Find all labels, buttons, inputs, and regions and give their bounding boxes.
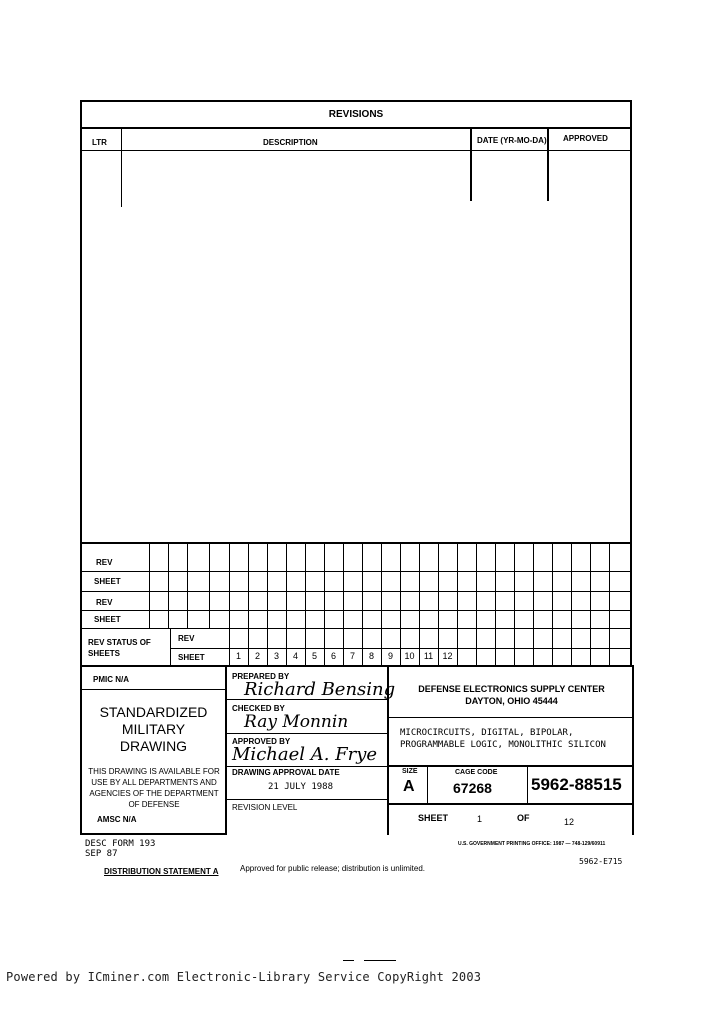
sheet-label: SHEET	[94, 577, 121, 586]
availability-note: THIS DRAWING IS AVAILABLE FOR USE BY ALL DEPARTMENTS AND AGENCIES OF THE DEPARTMENT OF DEFENSE	[88, 767, 220, 809]
drawing-description: MICROCIRCUITS, DIGITAL, BIPOLAR, PROGRAMMABLE LOGIC, MONOLITHIC SILICON	[400, 728, 606, 750]
cage-code-label: CAGE CODE	[455, 769, 498, 776]
cage-code-value: 67268	[453, 780, 492, 796]
prepared-by-label: PREPARED BY	[232, 672, 290, 681]
sheet-number: 1	[477, 814, 483, 824]
sheet-number-cell: 7	[349, 651, 355, 661]
grid-column-line	[457, 628, 458, 665]
sheet-number-cell: 12	[442, 651, 453, 661]
sheet-number-cell: 4	[292, 651, 298, 661]
approval-date-label: DRAWING APPROVAL DATE	[232, 768, 340, 777]
grid-column-line	[609, 544, 610, 628]
col-description: DESCRIPTION	[263, 138, 318, 147]
approval-date: 21 JULY 1988	[268, 782, 334, 792]
grid-column-line	[343, 544, 344, 628]
grid-column-line	[476, 628, 477, 665]
checked-signature: Ray Monnin	[244, 712, 349, 732]
grid-column-line	[514, 544, 515, 628]
revision-level-label: REVISION LEVEL	[232, 803, 298, 812]
rev-label: REV	[178, 634, 195, 643]
col-ltr: LTR	[92, 138, 107, 147]
grid-column-line	[476, 544, 477, 628]
grid-column-line	[533, 628, 534, 665]
sheet-label: SHEET	[94, 615, 121, 624]
grid-column-line	[168, 544, 169, 628]
checked-by-label: CHECKED BY	[232, 704, 285, 713]
document-reference: 5962-E715	[579, 857, 623, 866]
sheet-number-cell: 8	[368, 651, 374, 661]
sheet-number-cell: 5	[311, 651, 317, 661]
grid-column-line	[438, 544, 439, 628]
col-approved: APPROVED	[563, 134, 608, 143]
grid-column-line	[149, 544, 150, 628]
divider	[343, 960, 354, 961]
approved-by-label: APPROVED BY	[232, 737, 291, 746]
grid-column-line	[400, 544, 401, 628]
grid-column-line	[419, 544, 420, 628]
grid-column-line	[609, 628, 610, 665]
rev-label: REV	[96, 598, 113, 607]
distribution-label: DISTRIBUTION STATEMENT A	[104, 867, 219, 876]
drawing-number: 5962-88515	[531, 775, 622, 794]
footer-credit: Powered by ICminer.com Electronic-Library Service CopyRight 2003	[6, 970, 482, 984]
agency-name: DEFENSE ELECTRONICS SUPPLY CENTER DAYTON, OHIO 45444	[418, 684, 605, 706]
grid-column-line	[590, 544, 591, 628]
grid-column-line	[286, 544, 287, 628]
distribution-text: Approved for public release; distribution is unlimited.	[240, 864, 425, 873]
divider	[364, 960, 396, 961]
sheet-number-cell: 2	[254, 651, 260, 661]
grid-column-line	[571, 628, 572, 665]
rev-status-of-sheets: REV STATUS OF SHEETS	[88, 638, 151, 658]
grid-column-line	[514, 628, 515, 665]
grid-column-line	[381, 544, 382, 628]
form-number: DESC FORM 193 SEP 87	[85, 839, 156, 859]
sheet-number-cell: 9	[387, 651, 393, 661]
size-label: SIZE	[402, 768, 418, 775]
approved-signature: Michael A. Frye	[232, 744, 378, 765]
sheet-number-cell: 10	[404, 651, 415, 661]
grid-column-line	[571, 544, 572, 628]
grid-column-line	[229, 544, 230, 628]
size-value: A	[403, 778, 415, 795]
grid-column-line	[324, 544, 325, 628]
grid-column-line	[187, 544, 188, 628]
sheet-field-label: SHEET	[418, 813, 449, 823]
grid-column-line	[495, 628, 496, 665]
sheet-number-cell: 1	[235, 651, 241, 661]
grid-column-line	[305, 544, 306, 628]
sheet-number-cell: 6	[330, 651, 336, 661]
grid-column-line	[590, 628, 591, 665]
prepared-signature: Richard Bensing	[244, 679, 396, 700]
sheet-total: 12	[564, 817, 575, 827]
grid-column-line	[552, 628, 553, 665]
rev-label: REV	[96, 558, 113, 567]
grid-column-line	[209, 544, 210, 628]
gpo-notice: U.S. GOVERNMENT PRINTING OFFICE: 1987 — 748-129/60911	[458, 841, 606, 847]
col-date: DATE (YR-MO-DA)	[477, 136, 547, 145]
grid-column-line	[533, 544, 534, 628]
pmic: PMIC N/A	[93, 675, 129, 684]
revisions-table	[80, 100, 632, 544]
grid-column-line	[170, 628, 171, 665]
grid-column-line	[248, 544, 249, 628]
amsc: AMSC N/A	[97, 815, 137, 824]
grid-column-line	[457, 544, 458, 628]
grid-column-line	[495, 544, 496, 628]
revisions-title: REVISIONS	[328, 109, 384, 120]
sheet-label: SHEET	[178, 653, 205, 662]
drawing-title: STANDARDIZED MILITARY DRAWING	[99, 704, 208, 754]
of-label: OF	[517, 813, 530, 823]
grid-column-line	[267, 544, 268, 628]
grid-column-line	[552, 544, 553, 628]
sheet-number-cell: 11	[423, 651, 434, 661]
grid-column-line	[362, 544, 363, 628]
sheet-number-cell: 3	[273, 651, 279, 661]
